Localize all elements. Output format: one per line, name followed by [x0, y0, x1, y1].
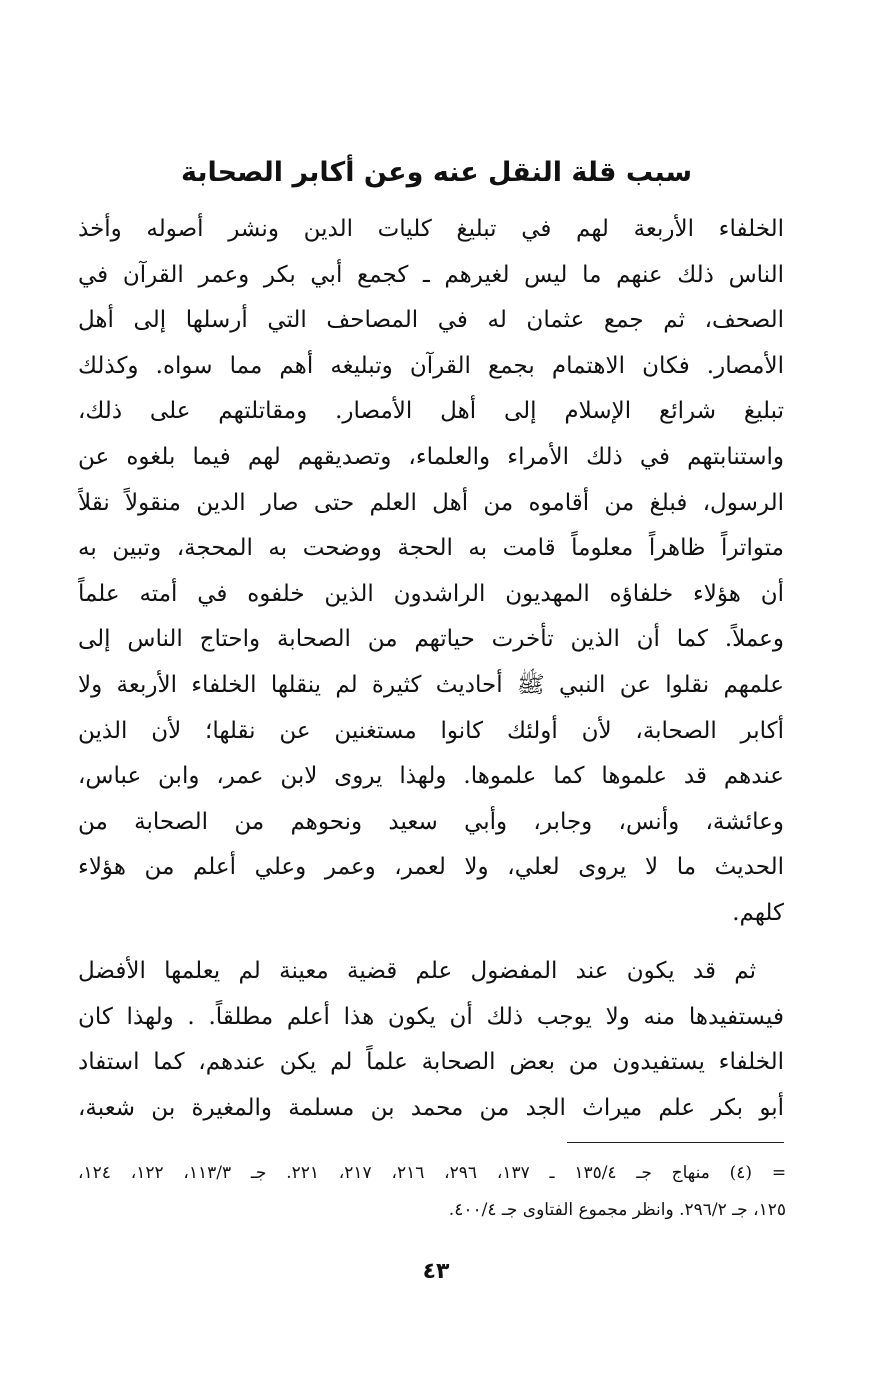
text-line: الناس ذلك عنهم ما ليس لغيرهم ـ كجمع أبي بكر وعمر القرآن في	[78, 261, 784, 288]
text-line: الصحف، ثم جمع عثمان له في المصاحف التي أرسلها إلى أهل	[78, 307, 784, 334]
text-line: أبو بكر علم ميراث الجد من محمد بن مسلمة والمغيرة بن شعبة،	[78, 1094, 784, 1121]
text-line: تبليغ شرائع الإسلام إلى أهل الأمصار. ومقاتلتهم على ذلك،	[78, 398, 784, 425]
text-line: الخلفاء الأربعة لهم في تبليغ كليات الدين ونشر أصوله وأخذ	[78, 216, 784, 242]
text-line: كلهم.	[732, 899, 784, 926]
footnote-separator	[567, 1142, 784, 1143]
text-line: واستنابتهم في ذلك الأمراء والعلماء، وتصديقهم لهم فيما بلغوه عن	[78, 443, 784, 470]
text-line: أن هؤلاء خلفاؤه المهديون الراشدون الذين خلفوه في أمته علماً	[78, 580, 784, 607]
footnote-line: ١٢٥، جـ ٢٩٦/٢. وانظر مجموع الفتاوى جـ ٤٠٠/٤.	[448, 1200, 786, 1220]
text-line: متواتراً ظاهراً معلوماً قامت به الحجة ووضحت به المحجة، وتبين به	[78, 535, 784, 562]
page-number: ٤٣	[422, 1259, 450, 1284]
text-line: الأمصار. فكان الاهتمام بجمع القرآن وتبليغه أهم مما سواه. وكذلك	[78, 352, 784, 379]
section-title: سبب قلة النقل عنه وعن أكابر الصحابة	[180, 157, 693, 188]
text-line: وعائشة، وأنس، وجابر، وأبي سعيد ونحوهم من الصحابة من	[78, 808, 784, 835]
footnote-line: = (٤) منهاج جـ ١٣٥/٤ ـ ١٣٧، ٢٩٦، ٢١٦، ٢١٧، ٢٢١. جـ ١١٣/٣، ١٢٢، ١٢٤،	[78, 1163, 786, 1183]
text-line: الرسول، فبلغ من أقاموه من أهل العلم حتى صار الدين منقولاً نقلاً	[78, 489, 784, 516]
paragraph-2	[78, 949, 784, 1131]
text-line: علمهم نقلوا عن النبي ﷺ أحاديث كثيرة لم ينقلها الخلفاء الأربعة ولا	[78, 671, 784, 698]
text-line: الحديث ما لا يروى لعلي، ولا لعمر، وعمر وعلي أعلم من هؤلاء	[78, 854, 784, 881]
text-line: فيستفيدها منه ولا يوجب ذلك أن يكون هذا أعلم مطلقاً. . ولهذا كان	[78, 1003, 784, 1030]
text-line: الخلفاء يستفيدون من بعض الصحابة علماً لم يكن عندهم، كما استفاد	[78, 1049, 784, 1076]
text-line: عندهم قد علموها كما علموها. ولهذا يروى لابن عمر، وابن عباس،	[78, 763, 784, 790]
footnote	[78, 1155, 786, 1229]
text-line: ثم قد يكون عند المفضول علم قضية معينة لم يعلمها الأفضل	[78, 958, 756, 984]
paragraph-1	[78, 207, 784, 937]
text-line: أكابر الصحابة، لأن أولئك كانوا مستغنين عن نقلها؛ لأن الذين	[78, 717, 784, 744]
text-line: وعملاً. كما أن الذين تأخرت حياتهم من الصحابة واحتاج الناس إلى	[78, 626, 784, 653]
